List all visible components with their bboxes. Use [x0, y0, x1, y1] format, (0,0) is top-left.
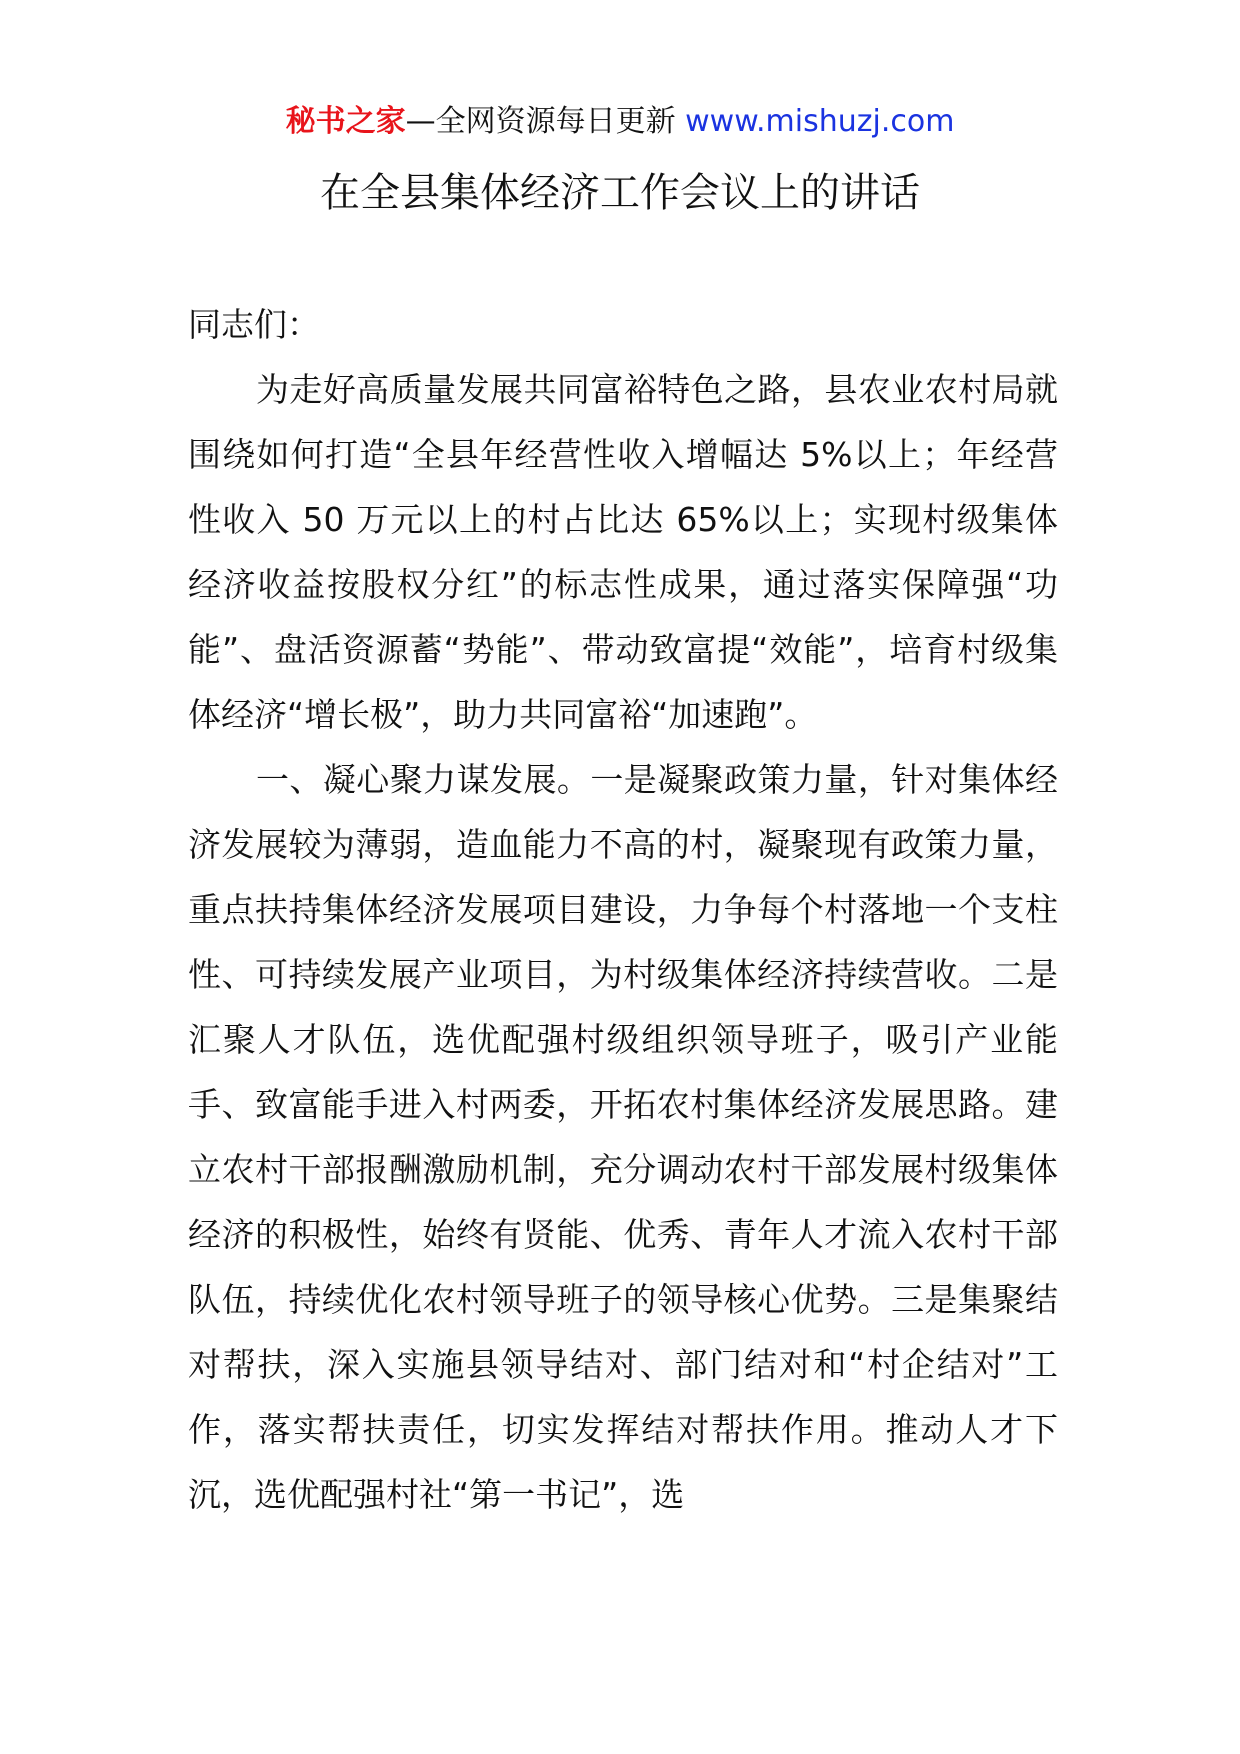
paragraph-section-one: 一、凝心聚力谋发展。一是凝聚政策力量，针对集体经济发展较为薄弱，造血能力不高的村，凝聚现有政策力量，重点扶持集体经济发展项目建设，力争每个村落地一个支柱性、可持续发展产业项目，为村级集体经济持续营收。二是汇聚人才队伍，选优配强村级组织领导班子，吸引产业能手、致富能手进入村两委，开拓农村集体经济发展思路。建立农村干部报酬激励机制，充分调动农村干部发展村级集体经济的积极性，始终有贤能、优秀、青年人才流入农村干部队伍，持续优化农村领导班子的领导核心优势。三是集聚结对帮扶，深入实施县领导结对、部门结对和“村企结对”工作，落实帮扶责任，切实发挥结对帮扶作用。推动人才下沉，选优配强村社“第一书记”，选: [188, 760, 1058, 1514]
header-tagline: —全网资源每日更新: [405, 104, 676, 139]
site-header: [0, 100, 1240, 144]
document-title: 在全县集体经济工作会议上的讲话: [320, 170, 920, 216]
paragraph-intro: 为走好高质量发展共同富裕特色之路，县农业农村局就围绕如何打造“全县年经营性收入增幅达 5%以上；年经营性收入 50 万元以上的村占比达 65%以上；实现村级集体经济收益按股权分红”的标志性成果，通过落实保障强“功能”、盘活资源蓄“势能”、带动致富提“效能”，培育村级集体经济“增长极”，助力共同富裕“加速跑”。: [188, 370, 1058, 734]
brand-name: 秘书之家: [285, 104, 406, 139]
site-url-link[interactable]: www.mishuzj.com: [685, 104, 955, 139]
salutation: 同志们：: [188, 305, 320, 344]
document-body: [188, 292, 1058, 1527]
